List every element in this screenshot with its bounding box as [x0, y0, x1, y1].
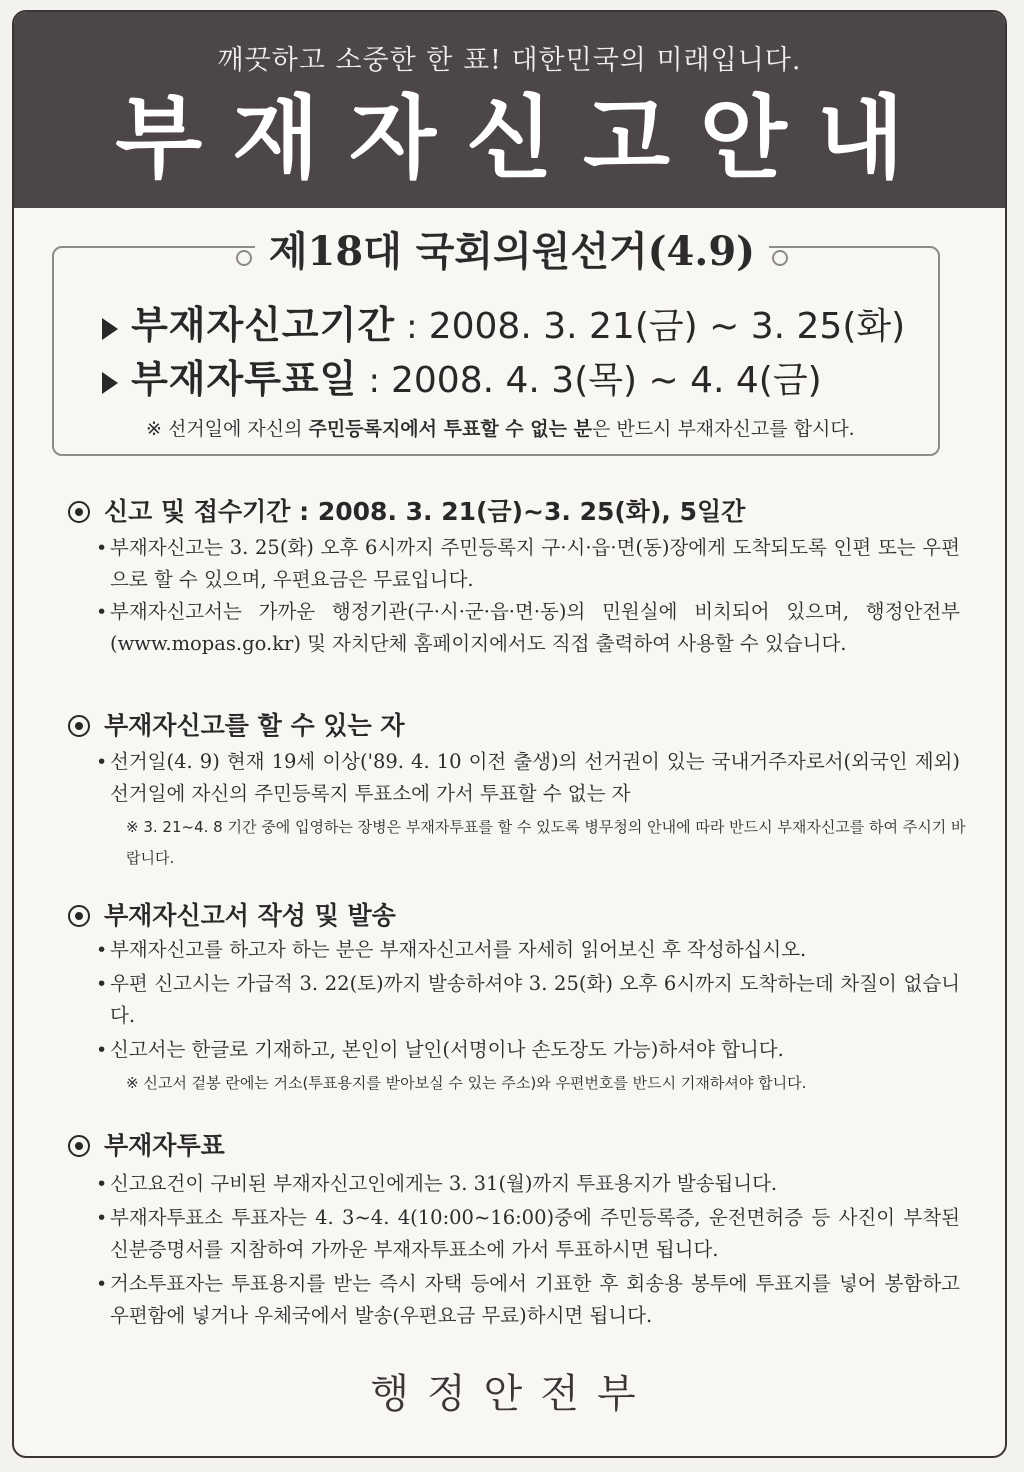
section-title-voting: [68, 1126, 225, 1162]
list-item-text: 선거일(4. 9) 현재 19세 이상('89. 4. 10 이전 출생)의 선거권이 있는 국내거주자로서(외국인 제외) 선거일에 자신의 주민등록지 투표소에 가서 투표할 수 없는 자: [110, 750, 960, 805]
triangle-arrow-icon: [102, 372, 118, 394]
bullet-dot: •: [96, 1207, 108, 1229]
list-item: [96, 1034, 960, 1066]
list-item-text: 신고요건이 구비된 부재자신고인에게는 3. 31(월)까지 투표용지가 발송됩니다.: [110, 1172, 778, 1195]
list-item-text: 부재자신고서는 가까운 행정기관(구·시·군·읍·면·동)의 민원실에 비치되어 있으며, 행정안전부(www.mopas.go.kr) 및 자치단체 홈페이지에서도 직접 출력하여 사용할 수 있습니다.: [110, 600, 960, 655]
slogan: 깨끗하고 소중한 한 표! 대한민국의 미래입니다.: [217, 45, 802, 76]
notice-bold-text: 주민등록지에서 투표할 수 없는 분: [308, 418, 592, 440]
list-item-text: 부재자투표소 투표자는 4. 3~4. 4(10:00~16:00)중에 주민등록증, 운전면허증 등 사진이 부착된 신분증명서를 지참하여 가까운 부재자투표소에 가서 투표하시면 됩니다.: [110, 1206, 960, 1261]
list-item-text: 부재자신고는 3. 25(화) 오후 6시까지 주민등록지 구·시·읍·면(동)장에게 도착되도록 인편 또는 우편으로 할 수 있으며, 우편요금은 무료입니다.: [110, 536, 960, 591]
bullet-dot: •: [96, 1273, 108, 1295]
header-banner: [14, 12, 1005, 208]
list-item: [96, 934, 960, 966]
section-title-text: 신고 및 접수기간 : 2008. 3. 21(금)~3. 25(화), 5일간: [104, 497, 746, 526]
section-note: ※ 3. 21~4. 8 기간 중에 입영하는 장병은 부재자투표를 할 수 있도록 병무청의 안내에 따라 반드시 부재자신고를 하여 주시기 바랍니다.: [126, 818, 966, 867]
section-title-text: 부재자신고를 할 수 있는 자: [104, 711, 405, 740]
list-item: [96, 532, 960, 596]
list-item: [96, 1168, 960, 1200]
colon: :: [368, 361, 380, 401]
bullet-dot: •: [96, 973, 108, 995]
vote-day-value: 2008. 4. 3(목) ~ 4. 4(금): [391, 360, 822, 401]
section-title-period: [68, 492, 745, 528]
section-title-text: 부재자신고서 작성 및 발송: [104, 901, 396, 930]
bullet-dot: •: [96, 939, 108, 961]
colon: :: [406, 307, 418, 347]
bullet-dot: •: [96, 1173, 108, 1195]
page-title: 부재자신고안내: [115, 86, 934, 191]
list-item: [96, 968, 960, 1032]
section-title-writing: [68, 896, 396, 932]
triangle-arrow-icon: [102, 318, 118, 340]
circle-bullet-icon: [68, 501, 90, 523]
list-item: [96, 1202, 960, 1266]
circle-bullet-icon: [68, 1135, 90, 1157]
bullet-dot: •: [96, 1039, 108, 1061]
notice-text-end: 은 반드시 부재자신고를 합시다.: [591, 418, 855, 440]
notice-text: ※ 선거일에 자신의: [146, 418, 309, 440]
list-item: [96, 746, 960, 810]
list-item: [96, 1268, 960, 1332]
vote-day-row: [102, 354, 822, 404]
list-item-text: 거소투표자는 투표용지를 받는 즉시 자택 등에서 기표한 후 회송용 봉투에 투표지를 넣어 봉함하고 우편함에 넣거나 우체국에서 발송(우편요금 무료)하시면 됩니다.: [110, 1272, 960, 1327]
section-note: ※ 신고서 겉봉 란에는 거소(투표용지를 받아보실 수 있는 주소)와 우편번호를 반드시 기재하셔야 합니다.: [126, 1074, 807, 1092]
issuer-name: 행정안전부: [370, 1371, 654, 1417]
report-period-label: 부재자신고기간: [131, 303, 396, 347]
bullet-dot: •: [96, 601, 108, 623]
election-title-text: 제18대 국회의원선거(4.9): [255, 228, 769, 275]
bullet-dot: •: [96, 751, 108, 773]
report-period-value: 2008. 3. 21(금) ~ 3. 25(화): [428, 306, 906, 347]
list-item: [96, 596, 960, 660]
bullet-dot: •: [96, 537, 108, 559]
election-title: [0, 226, 1024, 278]
list-item-text: 신고서는 한글로 기재하고, 본인이 날인(서명이나 손도장도 가능)하셔야 합니다.: [110, 1038, 784, 1061]
section-title-text: 부재자투표: [104, 1131, 225, 1160]
vote-day-label: 부재자투표일: [131, 357, 358, 401]
list-item-text: 부재자신고를 하고자 하는 분은 부재자신고서를 자세히 읽어보신 후 작성하십시오.: [110, 938, 807, 961]
list-item-text: 우편 신고시는 가급적 3. 22(토)까지 발송하셔야 3. 25(화) 오후 6시까지 도착하는데 차질이 없습니다.: [110, 972, 960, 1027]
circle-bullet-icon: [68, 715, 90, 737]
circle-bullet-icon: [68, 905, 90, 927]
section-title-eligibility: [68, 706, 404, 742]
report-period-row: [102, 300, 905, 350]
election-notice: [146, 414, 855, 441]
